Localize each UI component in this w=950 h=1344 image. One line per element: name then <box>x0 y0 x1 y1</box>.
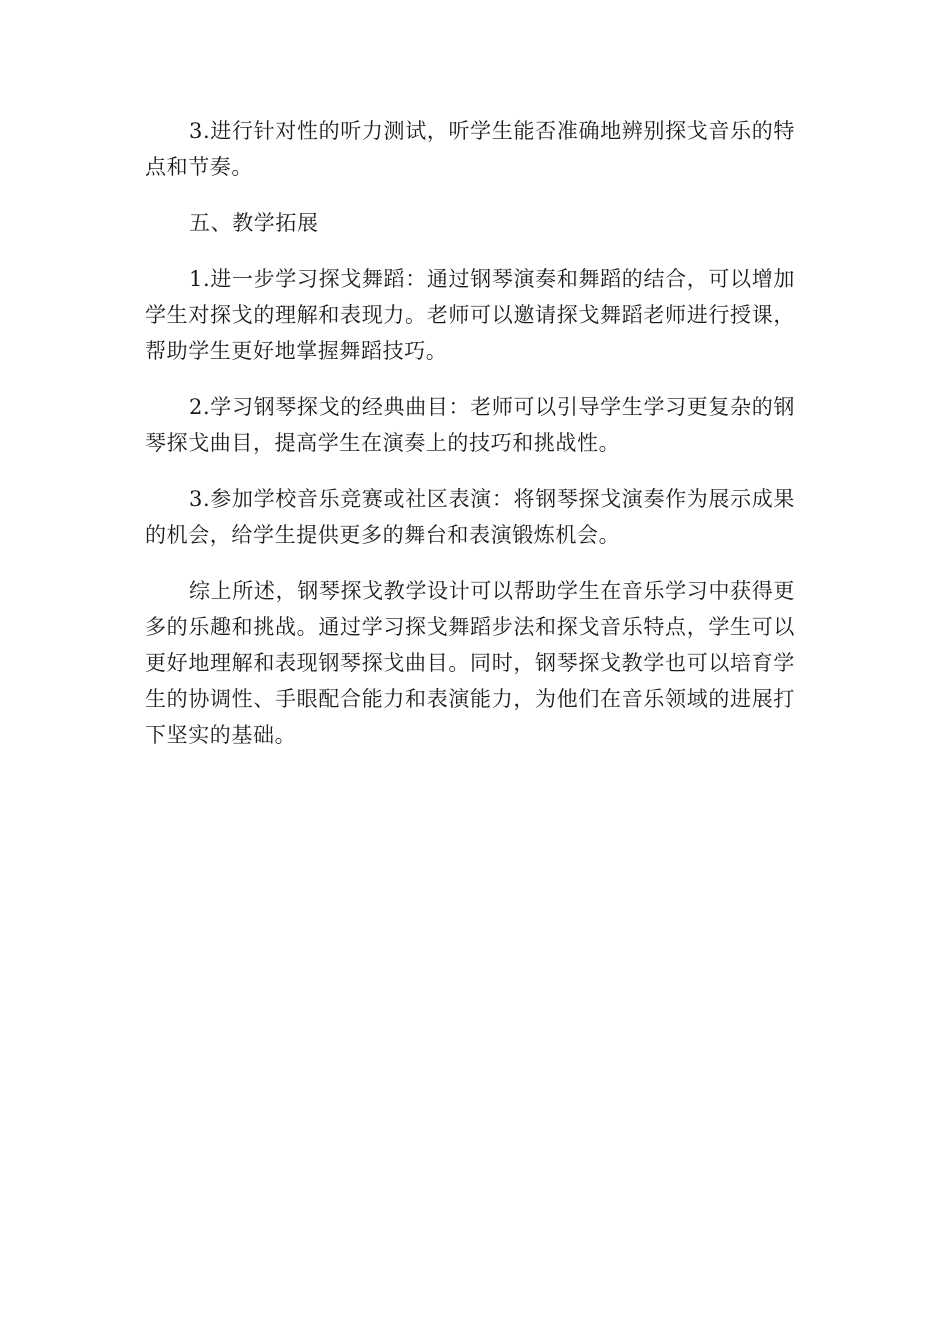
document-body <box>145 113 795 773</box>
paragraph-competition: 3.参加学校音乐竞赛或社区表演：将钢琴探戈演奏作为展示成果的机会，给学生提供更多的舞台和表演锻炼机会。 <box>145 487 795 547</box>
paragraph-tango-dance: 1.进一步学习探戈舞蹈：通过钢琴演奏和舞蹈的结合，可以增加学生对探戈的理解和表现力。老师可以邀请探戈舞蹈老师进行授课，帮助学生更好地掌握舞蹈技巧。 <box>145 267 795 363</box>
paragraph-listening-test: 3.进行针对性的听力测试，听学生能否准确地辨别探戈音乐的特点和节奏。 <box>145 119 795 179</box>
paragraph-classic-repertoire: 2.学习钢琴探戈的经典曲目：老师可以引导学生学习更复杂的钢琴探戈曲目，提高学生在演奏上的技巧和挑战性。 <box>145 395 795 455</box>
section-heading-teaching-extension: 五、教学拓展 <box>189 211 319 235</box>
paragraph-summary: 综上所述，钢琴探戈教学设计可以帮助学生在音乐学习中获得更多的乐趣和挑战。通过学习探戈舞蹈步法和探戈音乐特点，学生可以更好地理解和表现钢琴探戈曲目。同时，钢琴探戈教学也可以培育学生的协调性、手眼配合能力和表演能力，为他们在音乐领域的进展打下坚实的基础。 <box>145 579 795 747</box>
